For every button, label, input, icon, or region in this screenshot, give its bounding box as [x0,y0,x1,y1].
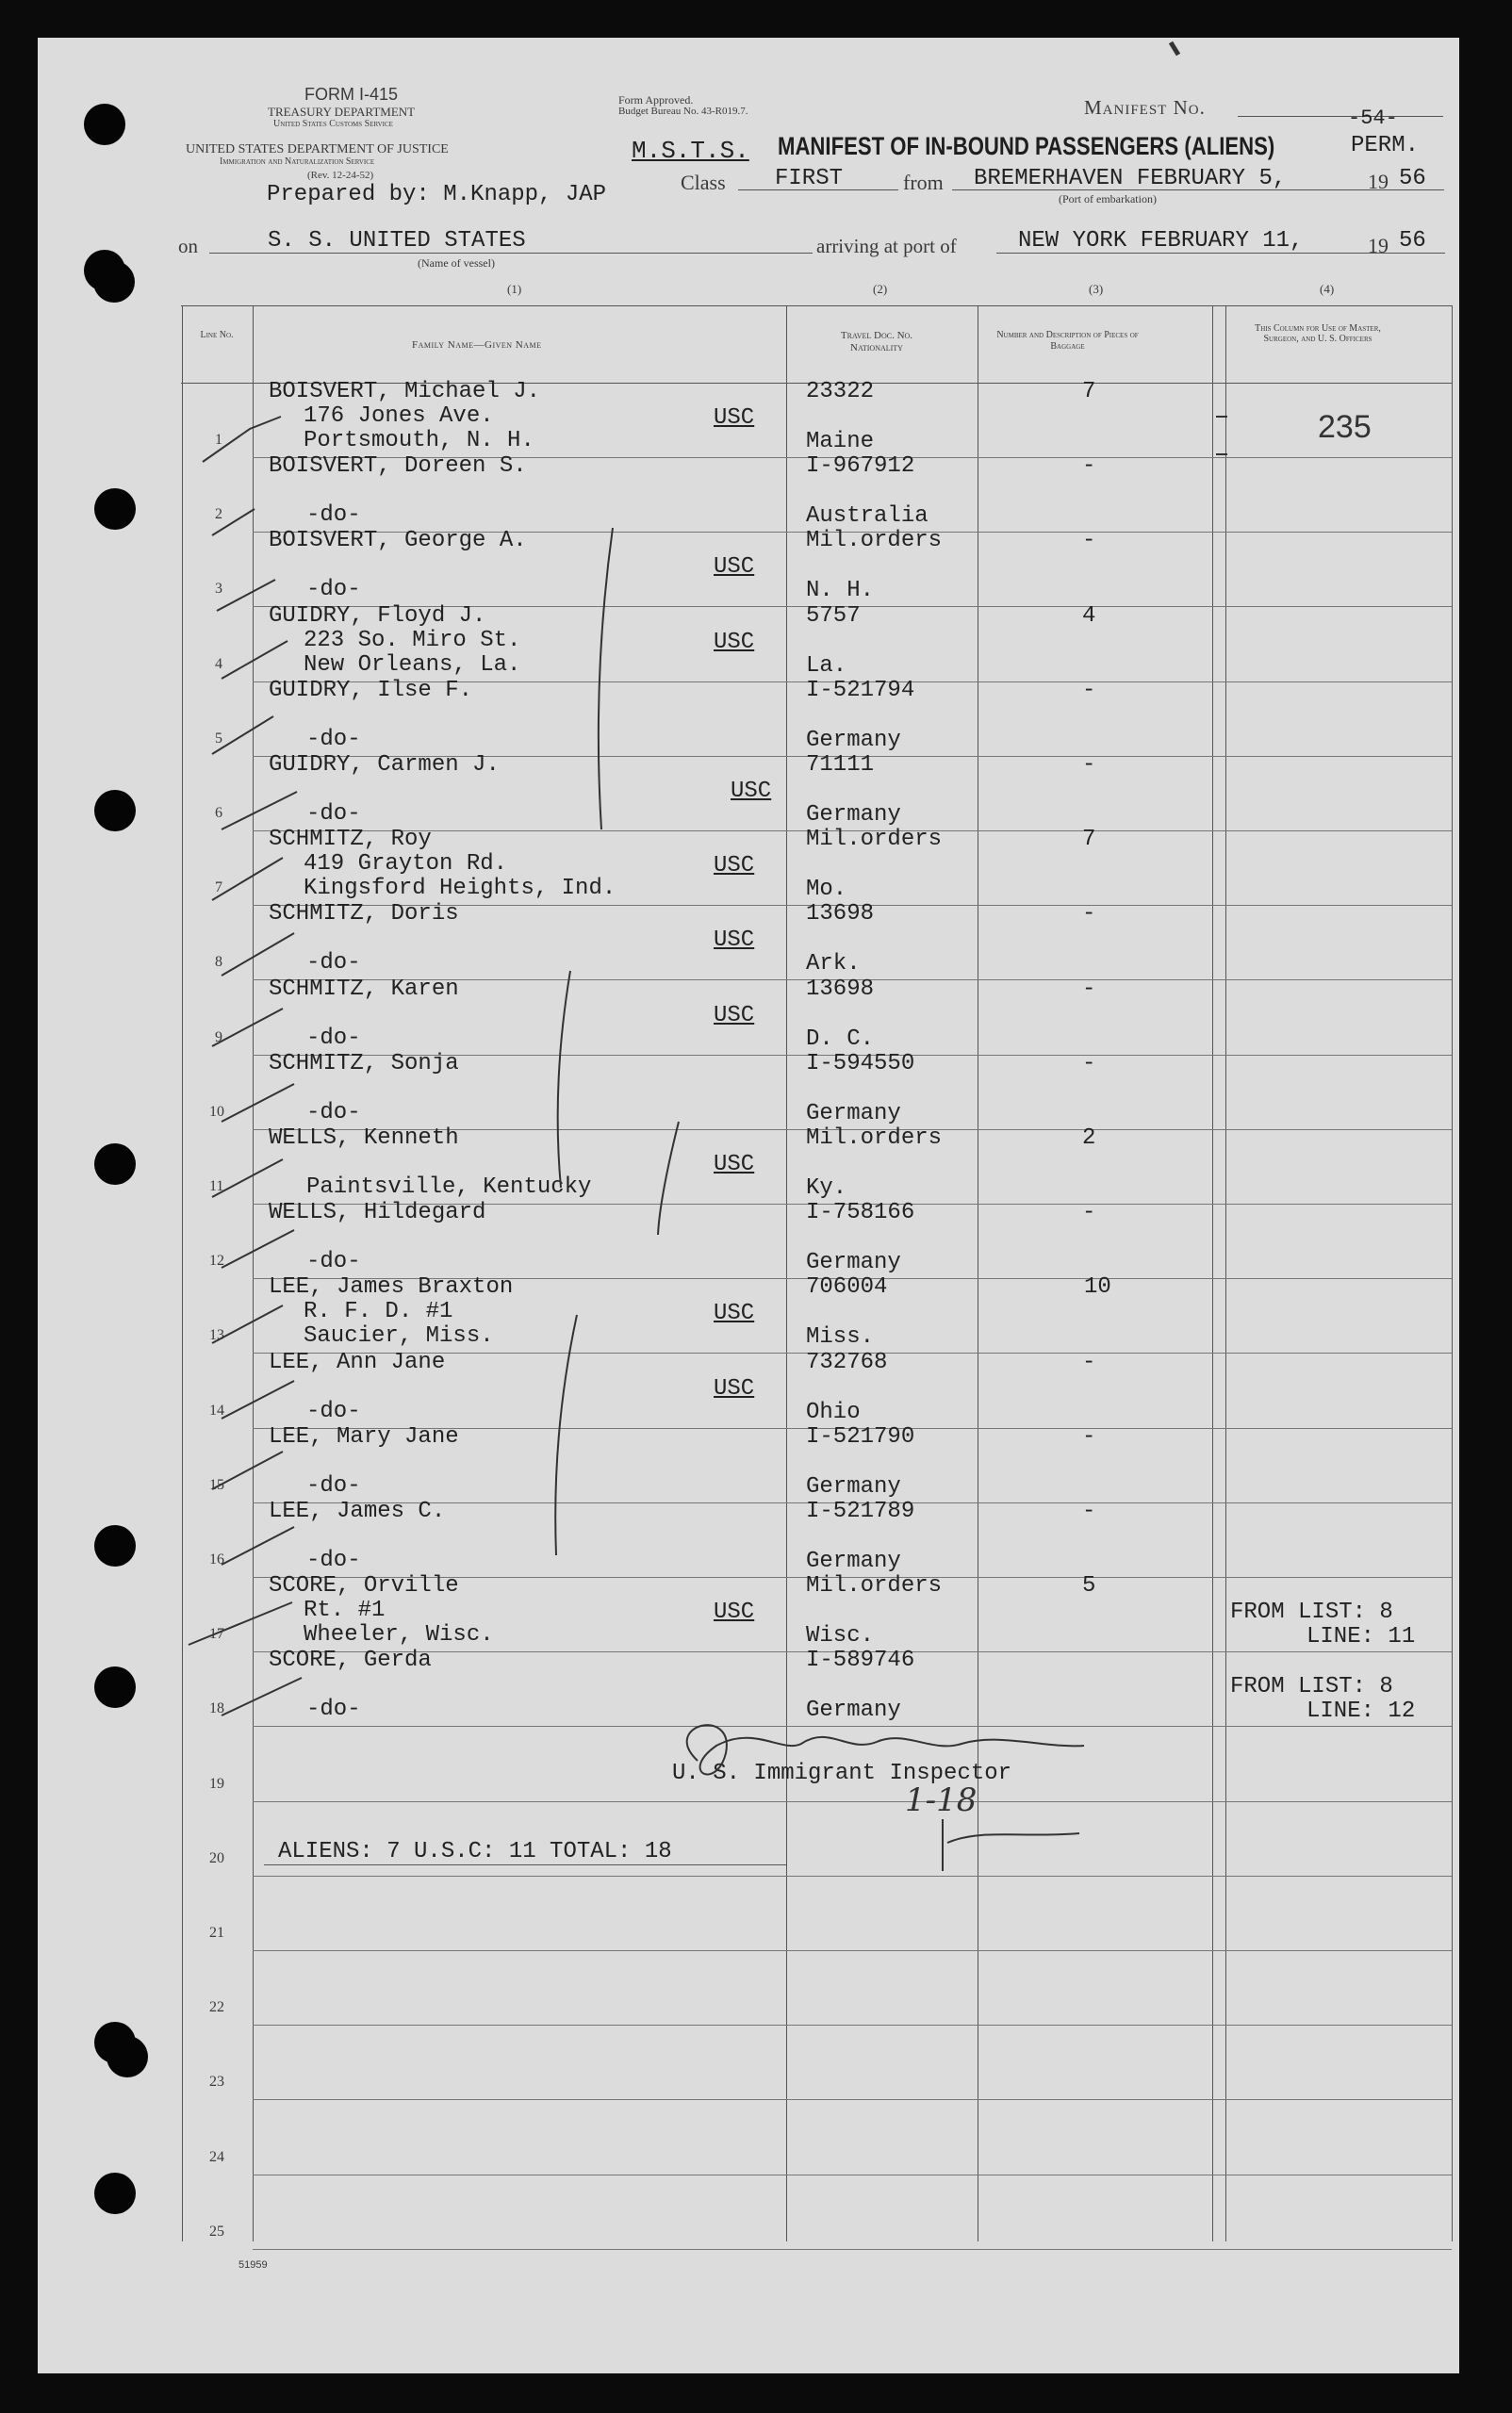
usc-mark: USC [714,1600,755,1625]
nationality: Germany [806,1474,901,1500]
travel-doc-no: Mil.orders [806,1125,943,1151]
from-year: 56 [1399,166,1426,191]
nationality: Wisc. [806,1623,875,1649]
passenger-totals: ALIENS: 7 U.S.C: 11 TOTAL: 18 [278,1839,672,1864]
form-approved: Form Approved. [618,93,694,107]
officer-note: FROM LIST: 8 [1230,1674,1393,1699]
travel-doc-no: I-521794 [806,678,915,703]
passenger-name: GUIDRY, Carmen J. [269,752,500,778]
officer-note-line: LINE: 11 [1307,1624,1416,1650]
from-year-prefix: 19 [1368,170,1389,193]
passenger-name: SCHMITZ, Roy [269,827,432,852]
arriving-year-prefix: 19 [1368,234,1389,257]
nationality: Ky. [806,1175,847,1201]
manifest-title: MANIFEST OF IN-BOUND PASSENGERS (ALIENS) [778,132,1275,160]
nationality: Australia [806,503,929,529]
address-line-2: -do- [306,502,361,528]
address-line-1: R. F. D. #1 [304,1299,453,1324]
line-number: 10 [209,1104,224,1120]
baggage-count: - [1082,1051,1096,1076]
justice-dept: UNITED STATES DEPARTMENT OF JUSTICE [186,142,449,156]
header-line-no: Line No. [200,330,234,340]
passenger-name: WELLS, Hildegard [269,1200,486,1225]
nationality: Ohio [806,1400,861,1425]
address-line-2: -do- [306,1697,361,1722]
travel-doc-no: 13698 [806,901,875,927]
baggage-count: - [1082,453,1096,479]
nationality: Miss. [806,1324,875,1350]
line-number: 5 [215,730,222,747]
column-number: (2) [873,282,888,296]
travel-doc-no: Mil.orders [806,1573,943,1599]
passenger-name: SCHMITZ, Karen [269,977,459,1002]
punch-hole [94,1143,136,1185]
address-line-1: Rt. #1 [304,1598,386,1623]
baggage-count: - [1082,1350,1096,1375]
nationality: La. [806,653,847,679]
address-line-2: Portsmouth, N. H. [304,428,534,453]
nationality: Germany [806,1698,901,1723]
nationality: Maine [806,429,875,454]
passenger-name: BOISVERT, Michael J. [269,379,541,404]
travel-doc-no: I-594550 [806,1051,915,1076]
vessel-caption: (Name of vessel) [418,256,495,270]
usc-mark: USC [714,1376,755,1402]
baggage-count: - [1082,1200,1096,1225]
line-number: 22 [209,1999,224,2015]
baggage-count: 7 [1082,379,1096,404]
line-number: 16 [209,1551,224,1568]
usc-mark: USC [714,853,755,878]
header-doc: Travel Doc. No. Nationality [840,330,913,353]
baggage-count: 4 [1082,603,1096,629]
arriving-label: arriving at port of [816,235,957,257]
baggage-count: - [1082,901,1096,927]
class-label: Class [681,171,726,194]
line-number: 11 [209,1178,224,1194]
line-number: 18 [209,1700,224,1716]
nationality: Mo. [806,877,847,902]
punch-hole [93,261,135,303]
usc-mark: USC [714,1152,755,1177]
from-value: BREMERHAVEN FEBRUARY 5, [974,166,1287,191]
on-label: on [178,235,198,257]
column-number: (3) [1089,282,1104,296]
address-line-2: -do- [306,1548,361,1573]
line-number: 23 [209,2074,224,2090]
class-value: FIRST [775,166,844,191]
address-line-2: -do- [306,727,361,752]
passenger-name: LEE, James C. [269,1499,446,1524]
treasury-dept: TREASURY DEPARTMENT [268,105,416,119]
inspector-initials: 1-18 [905,1781,978,1819]
column-number: (4) [1320,282,1335,296]
budget-bureau: Budget Bureau No. 43-R019.7. [618,106,748,117]
nationality: Ark. [806,951,861,977]
address-line-2: Wheeler, Wisc. [304,1622,494,1648]
manifest-number: -54- [1348,107,1398,130]
passenger-name: LEE, James Braxton [269,1274,514,1300]
address-line-2: Saucier, Miss. [304,1323,494,1349]
manifest-no-label: Manifest No. [1084,96,1206,119]
form-number: FORM I-415 [304,85,399,104]
customs-service: United States Customs Service [273,119,393,129]
prepared-by: Prepared by: M.Knapp, JAP [267,182,607,207]
nationality: Germany [806,728,901,753]
line-number: 8 [215,954,222,970]
arriving-value: NEW YORK FEBRUARY 11, [1018,228,1304,254]
line-number: 1 [215,432,222,448]
line-number: 19 [209,1776,224,1792]
line-number: 3 [215,581,222,597]
travel-doc-no: I-589746 [806,1648,915,1673]
travel-doc-no: 23322 [806,379,875,404]
nationality: N. H. [806,578,875,603]
address-line-2: -do- [306,801,361,827]
line-number: 21 [209,1925,224,1941]
address-line-2: -do- [306,1100,361,1125]
address-line-2: Kingsford Heights, Ind. [304,876,616,901]
address-line-1: 223 So. Miro St. [304,628,521,653]
punch-hole [94,488,136,530]
passenger-name: GUIDRY, Ilse F. [269,678,473,703]
passenger-name: SCORE, Gerda [269,1648,432,1673]
address-line-2: -do- [306,1399,361,1424]
nationality: Germany [806,1250,901,1275]
travel-doc-no: 71111 [806,752,875,778]
revision-date: (Rev. 12-24-52) [307,170,374,181]
column-number: (1) [507,282,522,296]
header-baggage: Number and Description of Pieces of Baggage [996,330,1139,352]
passenger-name: BOISVERT, George A. [269,528,527,553]
punch-hole [94,790,136,831]
usc-mark: USC [731,779,772,804]
address-line-1: 176 Jones Ave. [304,403,494,429]
perm-label: PERM. [1351,133,1420,158]
vessel-name: S. S. UNITED STATES [268,228,526,254]
port-caption: (Port of embarkation) [1059,192,1157,205]
line-number: 20 [209,1850,224,1866]
travel-doc-no: 13698 [806,977,875,1002]
nationality: Germany [806,1549,901,1574]
address-line-2: Paintsville, Kentucky [306,1174,592,1200]
address-line-2: -do- [306,1026,361,1051]
inspector-label: U. S. Immigrant Inspector [672,1761,1012,1786]
line-number: 7 [215,879,222,895]
line-number: 17 [209,1626,224,1642]
punch-hole [84,104,125,145]
line-number: 15 [209,1477,224,1493]
baggage-count: 2 [1082,1125,1096,1151]
baggage-count: - [1082,1424,1096,1450]
punch-hole [94,1666,136,1708]
travel-doc-no: I-758166 [806,1200,915,1225]
passenger-name: BOISVERT, Doreen S. [269,453,527,479]
header-name: Family Name—Given Name [412,339,542,351]
passenger-name: LEE, Mary Jane [269,1424,459,1450]
baggage-count: - [1082,1499,1096,1524]
from-label: from [903,171,944,194]
address-line-2: -do- [306,577,361,602]
address-line-2: New Orleans, La. [304,652,521,678]
footer-code: 51959 [238,2259,268,2271]
baggage-count: - [1082,528,1096,553]
usc-mark: USC [714,554,755,580]
line-number: 25 [209,2224,224,2240]
punch-hole [94,1525,136,1567]
usc-mark: USC [714,630,755,655]
passenger-name: SCORE, Orville [269,1573,459,1599]
line-number: 6 [215,805,222,821]
usc-mark: USC [714,1301,755,1326]
baggage-count: - [1082,752,1096,778]
usc-mark: USC [714,927,755,953]
address-line-2: -do- [306,1249,361,1274]
travel-doc-no: I-967912 [806,453,915,479]
address-line-2: -do- [306,950,361,976]
travel-doc-no: 5757 [806,603,861,629]
line-number: 4 [215,656,222,672]
baggage-count: 5 [1082,1573,1096,1599]
baggage-count: 10 [1084,1274,1111,1300]
punch-hole [107,2036,148,2077]
baggage-count: 7 [1082,827,1096,852]
line-number: 12 [209,1253,224,1269]
line-number: 2 [215,506,222,522]
passenger-name: GUIDRY, Floyd J. [269,603,486,629]
address-line-1: 419 Grayton Rd. [304,851,508,877]
baggage-count: - [1082,678,1096,703]
passenger-name: LEE, Ann Jane [269,1350,446,1375]
line-number: 13 [209,1327,224,1343]
travel-doc-no: Mil.orders [806,827,943,852]
passenger-name: SCHMITZ, Sonja [269,1051,459,1076]
punch-hole [94,2173,136,2214]
passenger-name: WELLS, Kenneth [269,1125,459,1151]
officer-note-line: LINE: 12 [1307,1699,1416,1724]
nationality: Germany [806,802,901,828]
line-number: 9 [215,1029,222,1045]
nationality: D. C. [806,1026,875,1052]
header-officers: This Column for Use of Master, Surgeon, and U. S. Officers [1255,323,1381,344]
msts-label: M.S.T.S. [632,137,749,165]
travel-doc-no: I-521790 [806,1424,915,1450]
usc-mark: USC [714,1003,755,1028]
officer-note: FROM LIST: 8 [1230,1600,1393,1625]
arriving-year: 56 [1399,228,1426,254]
passenger-name: SCHMITZ, Doris [269,901,459,927]
travel-doc-no: 706004 [806,1274,888,1300]
line-number: 24 [209,2149,224,2165]
baggage-count: - [1082,977,1096,1002]
travel-doc-no: I-521789 [806,1499,915,1524]
ins-service: Immigration and Naturalization Service [220,156,375,167]
address-line-2: -do- [306,1473,361,1499]
travel-doc-no: 732768 [806,1350,888,1375]
usc-mark: USC [714,405,755,431]
travel-doc-no: Mil.orders [806,528,943,553]
nationality: Germany [806,1101,901,1126]
manifest-page [38,38,1459,2373]
line-number: 14 [209,1403,224,1419]
officer-note: 235 [1318,409,1372,445]
